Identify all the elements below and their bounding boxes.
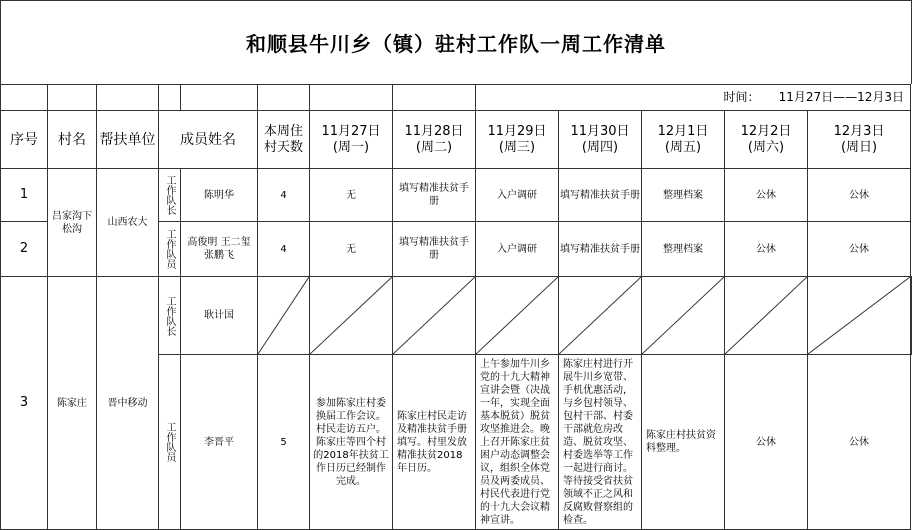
header-tue: 11月28日 (周二) bbox=[393, 111, 476, 169]
days-cell: 5 bbox=[258, 355, 310, 530]
fri-cell: 陈家庄村扶贫资料整理。 bbox=[642, 355, 725, 530]
sun-cell: 公休 bbox=[808, 222, 911, 277]
time-label: 时间： bbox=[723, 90, 760, 104]
tue-cell: 填写精准扶贫手册 bbox=[393, 169, 476, 222]
empty-diagonal-cell bbox=[476, 277, 559, 355]
sat-cell: 公休 bbox=[725, 222, 808, 277]
sun-cell: 公休 bbox=[808, 169, 911, 222]
thu-cell: 填写精准扶贫手册 bbox=[559, 169, 642, 222]
header-row bbox=[1, 111, 912, 169]
sheet-title: 和顺县牛川乡（镇）驻村工作队一周工作清单 bbox=[0, 0, 912, 84]
wed-cell: 入户调研 bbox=[476, 169, 559, 222]
time-range: 11月27日——12月3日 bbox=[778, 90, 905, 104]
member-name: 李晋平 bbox=[181, 355, 258, 530]
empty-diagonal-cell bbox=[725, 277, 808, 355]
village-cell: 吕家沟下松沟 bbox=[48, 169, 97, 277]
sat-cell: 公休 bbox=[725, 169, 808, 222]
header-sun: 12月3日 (周日) bbox=[808, 111, 911, 169]
days-cell: 4 bbox=[258, 169, 310, 222]
empty-diagonal-cell bbox=[559, 277, 642, 355]
header-village: 村名 bbox=[48, 111, 97, 169]
table-row bbox=[1, 169, 912, 222]
row-no: 1 bbox=[1, 169, 48, 222]
header-wed: 11月29日 (周三) bbox=[476, 111, 559, 169]
mon-cell: 参加陈家庄村委换届工作会议。村民走访五户。陈家庄等四个村的2018年扶贫工作日历已经制作完成。 bbox=[310, 355, 393, 530]
row-no: 2 bbox=[1, 222, 48, 277]
wed-cell: 入户调研 bbox=[476, 222, 559, 277]
empty-diagonal-cell bbox=[808, 277, 911, 355]
header-members: 成员姓名 bbox=[159, 111, 258, 169]
role-cell: 工作队长 bbox=[159, 277, 181, 355]
role-cell: 工作队长 bbox=[159, 169, 181, 222]
empty-diagonal-cell bbox=[911, 277, 912, 355]
time-row bbox=[1, 85, 912, 111]
tue-cell: 陈家庄村民走访及精准扶贫手册填写。村里发放精准扶贫2018年日历。 bbox=[393, 355, 476, 530]
empty-diagonal-cell bbox=[258, 277, 310, 355]
fri-cell: 整理档案 bbox=[642, 222, 725, 277]
member-name: 高俊明 王二玺 张鹏飞 bbox=[181, 222, 258, 277]
table-row bbox=[1, 277, 912, 355]
header-mon: 11月27日 (周一) bbox=[310, 111, 393, 169]
thu-cell: 陈家庄村进行开展牛川乡宽带、手机优惠活动，与乡包村领导、包村干部、村委干部就危房改造、脱贫攻坚、村委选举等工作一起进行商讨。等待接受省扶贫领域不正之风和反腐败督察组的检查。 bbox=[559, 355, 642, 530]
header-unit: 帮扶单位 bbox=[97, 111, 159, 169]
fri-cell: 整理档案 bbox=[642, 169, 725, 222]
empty-diagonal-cell bbox=[393, 277, 476, 355]
role-cell: 工作队员 bbox=[159, 222, 181, 277]
sun-cell: 公休 bbox=[808, 355, 911, 530]
unit-cell: 山西农大 bbox=[97, 169, 159, 277]
unit-cell: 晋中移动 bbox=[97, 277, 159, 530]
work-schedule-table bbox=[0, 84, 912, 530]
empty-diagonal-cell bbox=[310, 277, 393, 355]
member-name: 耿计国 bbox=[181, 277, 258, 355]
time-range-cell bbox=[476, 85, 911, 111]
header-thu: 11月30日 (周四) bbox=[559, 111, 642, 169]
mon-cell: 无 bbox=[310, 222, 393, 277]
thu-cell: 填写精准扶贫手册 bbox=[559, 222, 642, 277]
member-name: 陈明华 bbox=[181, 169, 258, 222]
wed-cell: 上午参加牛川乡党的十九大精神宣讲会暨（决战一年，实现全面基本脱贫）脱贫攻坚推进会。晚上召开陈家庄贫困户动态调整会议，组织全体党员及两委成员、村民代表进行党的十九大会议精神宣讲。 bbox=[476, 355, 559, 530]
header-fri: 12月1日 (周五) bbox=[642, 111, 725, 169]
role-cell: 工作队员 bbox=[159, 355, 181, 530]
row-no: 3 bbox=[1, 277, 48, 530]
village-cell: 陈家庄 bbox=[48, 277, 97, 530]
tue-cell: 填写精准扶贫手册 bbox=[393, 222, 476, 277]
empty-diagonal-cell bbox=[642, 277, 725, 355]
header-days: 本周住村天数 bbox=[258, 111, 310, 169]
header-no: 序号 bbox=[1, 111, 48, 169]
mon-cell: 无 bbox=[310, 169, 393, 222]
sat-cell: 公休 bbox=[725, 355, 808, 530]
days-cell: 4 bbox=[258, 222, 310, 277]
header-sat: 12月2日 (周六) bbox=[725, 111, 808, 169]
